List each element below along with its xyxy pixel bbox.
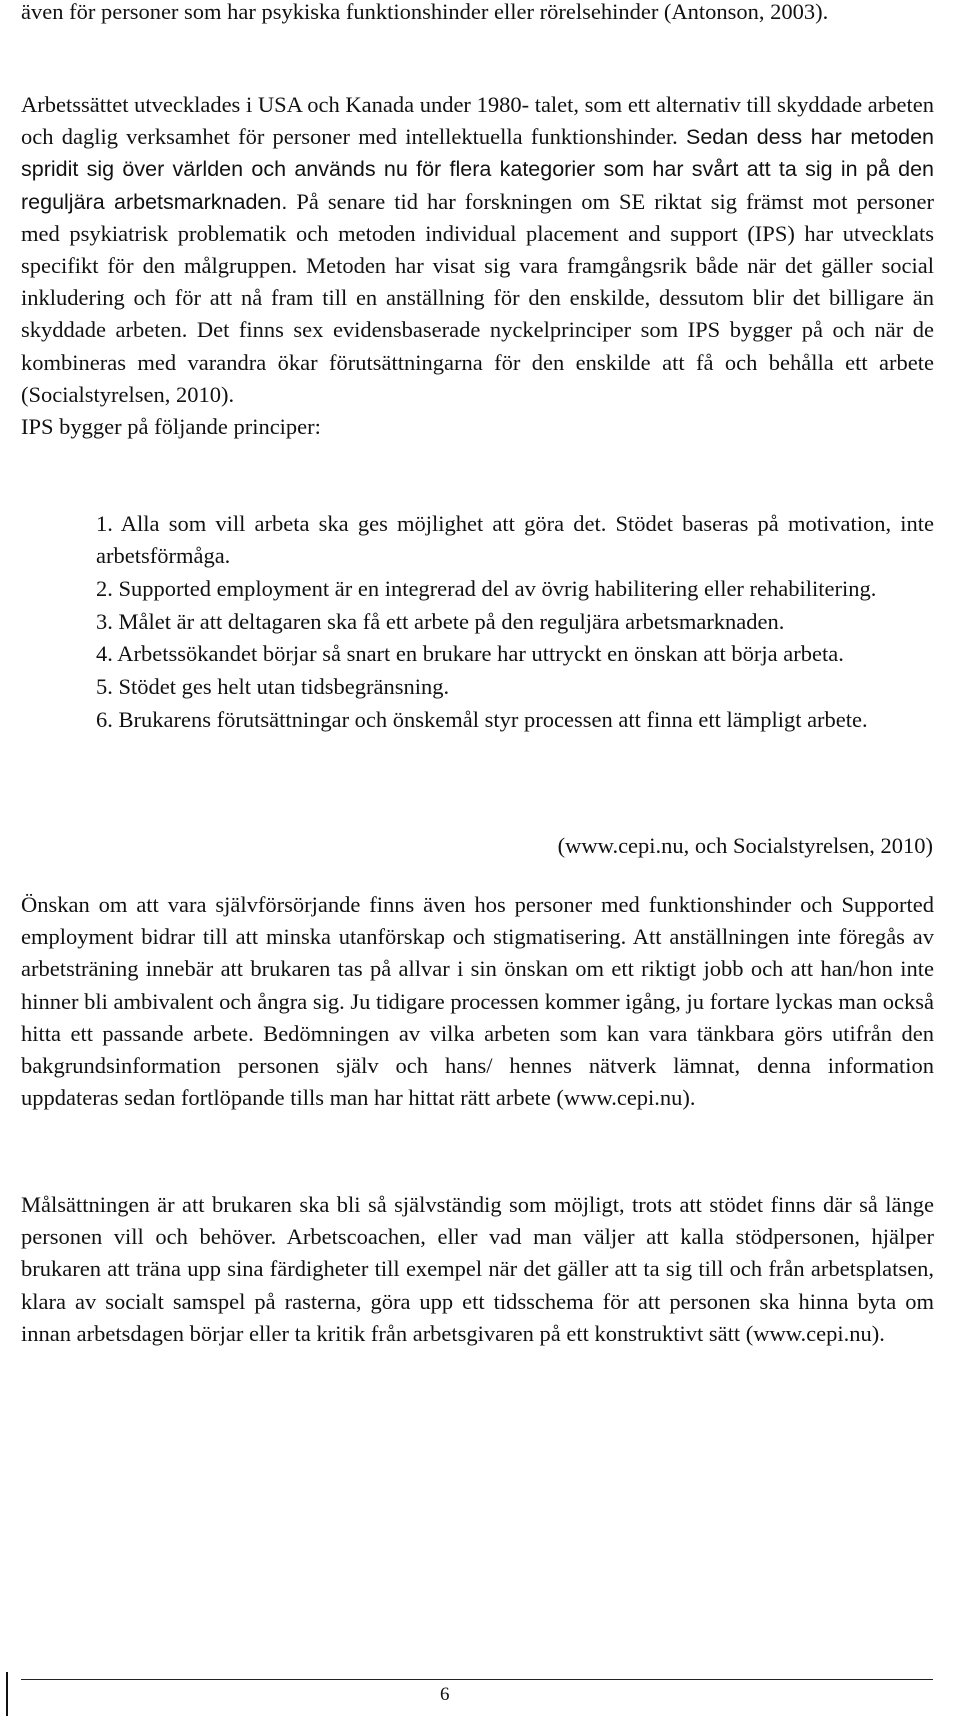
- list-item: 5. Stödet ges helt utan tidsbegränsning.: [96, 674, 450, 700]
- ips-principles-list: [96, 508, 934, 736]
- sentence-origin: Arbetssättet utvecklades i USA och Kanada under 1980- talet, som ett alternativ till skyddade arbeten och daglig verksamhet för personer med intellektuella funktionshinder.: [21, 92, 934, 150]
- list-item: 2. Supported employment är en integrerad del av övrig habilitering eller rehabilitering.: [96, 575, 877, 601]
- sentence-success: Metoden har visat sig vara framgångsrik både när det gäller social inkludering och för att nå fram till en anställning för den enskilde, dessutom blir det billigare än skyddade arbeten.: [21, 253, 935, 343]
- paragraph-goal: Målsättningen är att brukaren ska bli så självständig som möjligt, trots att stödet finns där så länge personen vill och behöver. Arbetscoachen, eller vad man väljer att kalla stödpersonen, hjälper brukaren att träna upp sina färdigheter till exempel när det gäller att ta sig till och från arbetsplatsen, klara av socialt samspel på rasterna, göra upp ett tidsschema för att personen ska hinna byta om innan arbetsdagen börjar eller ta kritik från arbetsgivaren på ett konstruktivt sätt (www.cepi.nu).: [21, 1192, 934, 1346]
- list-item: 3. Målet är att deltagaren ska få ett arbete på den reguljära arbetsmarknaden.: [96, 608, 785, 634]
- sentence-principles: Det finns sex evidensbaserade nyckelprinciper som IPS bygger på och när de kombineras med varandra ökar förutsättningarna för den enskilde att få och behålla ett arbete (Socialstyrelsen, 2010).: [21, 317, 934, 407]
- list-item: 4. Arbetssökandet börjar så snart en brukare har uttryckt en önskan att börja arbeta.: [96, 641, 844, 667]
- footer-divider: [21, 1679, 933, 1680]
- sentence-research: På senare tid har forskningen om SE riktat sig främst mot personer med psykiatrisk problematik och metoden individual placement and support (IPS) har utvecklats specifikt för den målgruppen.: [21, 188, 934, 279]
- footer-margin-bar: [6, 1672, 8, 1716]
- list-item: 1. Alla som vill arbeta ska ges möjlighet att göra det. Stödet baseras på motivation, inte arbetsförmåga.: [96, 511, 934, 569]
- paragraph-continuation: även för personer som har psykiska funktionshinder eller rörelsehinder (Antonson, 2003).: [21, 0, 829, 24]
- page-number: 6: [440, 1684, 450, 1705]
- paragraph-self-sufficiency: Önskan om att vara självförsörjande finns även hos personer med funktionshinder och Supported employment bidrar till att minska utanförskap och stigmatisering. Att anställningen inte föregås av arbetsträning innebär att brukaren tas på allvar i sin önskan om ett riktigt jobb och att han/hon inte hinner bli ambivalent och ångra sig. Ju tidigare processen kommer igång, ju fortare lyckas man också hitta ett passande arbete. Bedömningen av vilka arbeten som kan vara tänkbara görs utifrån den bakgrundsinformation personen själv och hans/ hennes nätverk lämnat, denna information uppdateras sedan fortlöpande tills man har hittat rätt arbete (www.cepi.nu).: [21, 892, 934, 1111]
- principles-intro: IPS bygger på följande principer:: [21, 414, 321, 440]
- sentence-spread: Sedan dess har metoden spridit sig över världen och används nu för flera kategorier som har svårt att ta sig in på den reguljära arbetsmarknaden.: [21, 125, 935, 214]
- citation: (www.cepi.nu, och Socialstyrelsen, 2010): [557, 833, 933, 858]
- paragraph-se-history: [21, 89, 934, 443]
- list-item: 6. Brukarens förutsättningar och önskemål styr processen att finna ett lämpligt arbete.: [96, 706, 868, 732]
